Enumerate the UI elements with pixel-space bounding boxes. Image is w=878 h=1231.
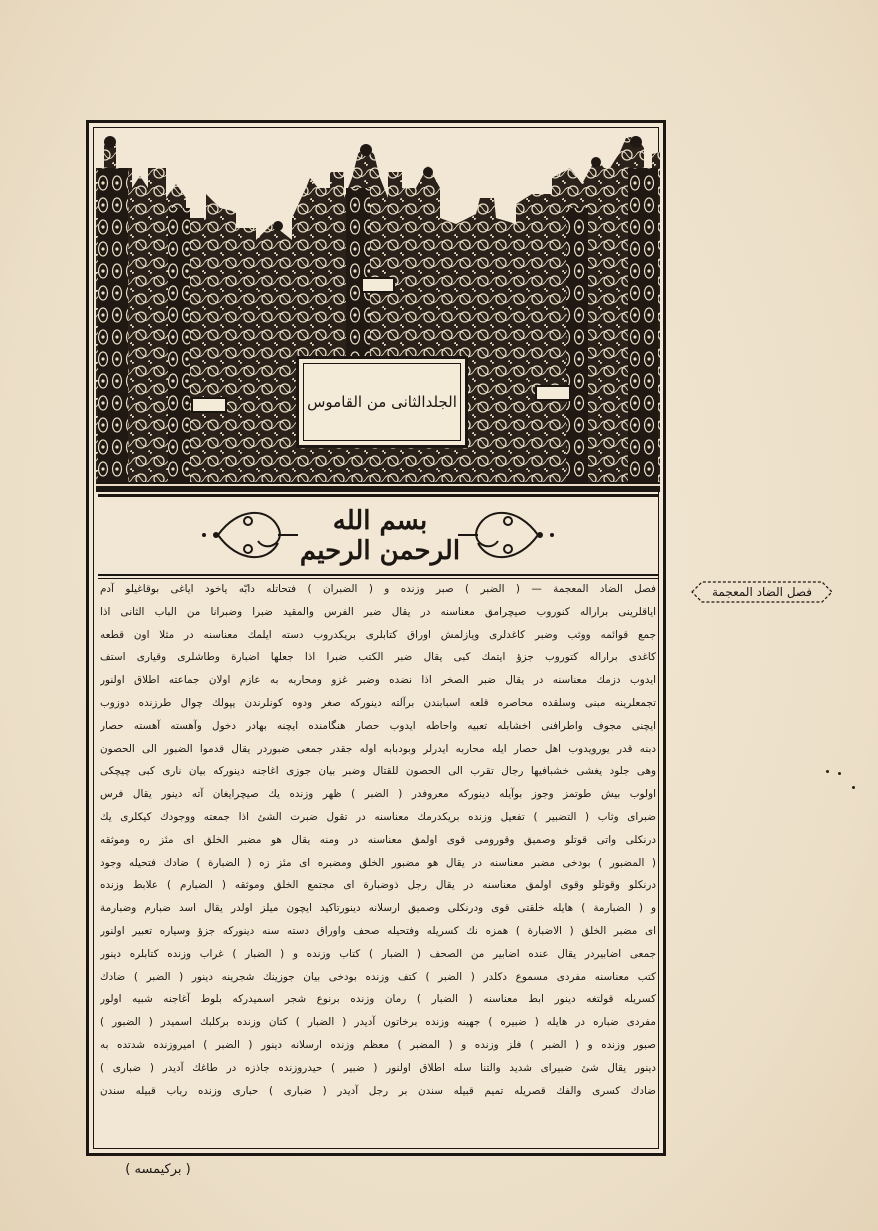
title-cartouche-inner [303,363,461,441]
basmala-rule-top [98,574,658,576]
margin-section-heading: فصل الضاد المعجمة [711,585,813,599]
text-line: ضادك كسرى والفك قصريله تميم قبيله سندن بر رجل آديدر ( ضبارى ) حبارى وزنده رباب قبيله سندن [100,1084,656,1097]
catchword: ( بركيمسه ) [125,1162,191,1177]
text-line: دبنه قدر يورويدوب اهل حصار ايله محاربه ايدرلر وبودبابه اوله جقدر جمعى ضبوردر يقال قدموا الضبور الى الحصون [100,742,656,755]
text-line: ايدوب دزمك معناسنه در يقال ضبر الصخر اذا نضده وضبر غزو ومحاربه به عازم اولان جماعته اطلاق اولنور [100,674,656,687]
text-line: درنكلى واتى قوتلو وصميق وقورومى قوى اولمق معناسنه در ومنه يقال هو مضبر الخلق اى مئز ره وموثقه [100,833,656,846]
text-line: وهى جلود يغشى خشبافيها رجال تقرب الى الحصون للقتال وضبر بيان جوزى اغاجنه دينوركه بيان نارى كبى چيچكى [100,765,656,778]
text-line: درنكلو وقوتلو وقوى اولمق معناسنه در يقال رجل ذوضبارة اى مجتمع الخلق وموثقه ( الضبارم ) علابط وزنده [100,879,656,892]
text-line: مفردى ضباره در هايله ( ضبيره ) جهينه وزنده برخاتون آديدر ( الضبار ) كتان وزنده بركلبك اسميدر ( الضبور ) [100,1016,656,1029]
text-line: اى مضبر الخلق ( الاضبارة ) همزه نك كسريله وفتحيله صحف واوراق دسته سنه دينوركه جزؤ وسياره تعبير اولنور [100,924,656,937]
text-line: دينور يقال شئ ضبيراى شديد والتنا سله اطلاق اولنور ( ضبير ) حيدروزنده جاذزه در طاغك آديدر ( ضبارى ) [100,1061,656,1074]
text-line: اياقلرينى براراله كنوروب صيچرامق معناسنه در يقال ضبر الفرس والمقيد ضبرا وضبرانا من الباب الثانى اذا [100,605,656,618]
speck [826,770,829,773]
text-line: كسريله قولتغه دينور ابط معناسنه ( الضبار ) رمان وزنده برنوع شجر اسميدركه بلوط آغاجنه شبيه اولور [100,993,656,1006]
volume-title: الجلدالثانى من القاموس [307,393,457,411]
basmala: بسم الله الرحمن الرحيم [299,506,461,566]
text-line: تجمعلرينه مبنى وسلقده محاصره قلعه اسبابندن برآلته دينوركه صغر ودوه كونلرندن يپولك چوال طرزنده دوزوب [100,696,656,709]
text-line: جمع قوائمه ووثب وضبر كاغدلرى ويازلمش اوراق كتابلرى بريكدروب دسته ايلمك معناسنه در مثلا اون قطعه [100,628,656,641]
text-line: و ( الضبارمة ) هايله خلقتى قوى ودرنكلى وصميق ارسلانه دينورتاكيد ايچون ميلز اولدر يقال اسد ضبارم وضبارمة [100,902,656,915]
text-line: فصل الضاد المعجمة — ( الضبر ) صبر وزنده و ( الضبران ) فتحاتله دابّه ياخود اياغى بوقاغيلو آدم [100,583,656,595]
text-line: ضبراى وثاب ( التضبير ) تفعيل وزنده بريكدرمك معناسنه در تقول ضبرت الشئ اذا جمعته ووجودك كيكلرى يك [100,810,656,823]
text-line: صبور وزنده و ( الضبر ) فلز وزنده و ( المضبر ) معظم وزنده ارسلانه دينور ( الضبر ) اميروزنده شدتده به [100,1038,656,1051]
speck [852,786,855,789]
text-line: ايچنى مجوف واطرافنى اخشابله تعبيه واحاطه ايدوب حصار هنگامنده ايچنه بهادر دخول وآهسته آهسته حصار [100,719,656,732]
text-line: اولوب بيش طوتمز وجوز بوآيله دينوركه معروفدر ( الضبر ) ظهر وزنده يك صيچرايغان آته دينور يقال فرس [100,788,656,801]
dictionary-text [100,578,656,1148]
text-line: كتب معناسنه مفردى مسموع دكلدر ( الضبر ) كتف وزنده بودخى بيان جوزينك شجرينه دينور ( الضبر ) ضادك [100,970,656,983]
text-line: ( المضبور ) بودخى مضبر معناسنه در يقال هو مضبور الخلق ومضبره اى مئز زه ( الضبارة ) ضادك فتحيله وجود [100,856,656,869]
text-line: جمعى اضابيردر يقال عنده اضابير من الصحف ( الضبار ) كتاب وزنده و ( الضبار ) غراب وزنده كتابلره دينور [100,947,656,960]
text-line: كاغدى براراله كتوروب جزؤ ايتمك كبى يقال ضبر الكتب ضبرا اذا جعلها اضبارة وطاشلرى وقيارى استف [100,651,656,664]
title-cartouche [296,356,468,448]
speck [838,772,841,775]
